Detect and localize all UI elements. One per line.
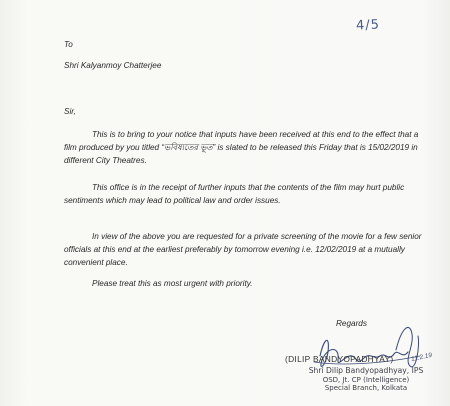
to-label: To <box>64 40 73 49</box>
salutation: Sir, <box>64 107 76 116</box>
body-paragraph-2: This office is in the receipt of further inputs that the contents of the film may hurt public sentiments which may lead to political law and order issues. <box>64 183 405 205</box>
stamp-office: Special Branch, Kolkata <box>324 384 408 392</box>
official-stamp <box>282 366 450 393</box>
body-paragraph-1: This is to bring to your notice that inputs have been received at this end to the effect that a film produced by you titled “ভবিষ্যতের ভূত” is slated to be released this Friday that is 15/02/2019 in different City Theatres. <box>64 130 419 165</box>
body-paragraph-3: In view of the above you are requested for a private screening of the movie for a few senior officials at this end at the earliest preferably by tomorrow evening i.e. 12/02/2019 at a mutually convenient place. <box>64 232 422 267</box>
closing-regards: Regards <box>336 319 367 328</box>
handwritten-date: 11.2.19 <box>410 351 433 364</box>
body-paragraph-4: Please treat this as most urgent with priority. <box>92 279 253 288</box>
stamp-designation: OSD, Jt. CP (Intelligence) <box>322 375 410 384</box>
signatory-name-caps: (DILIP BANDYOPADHYAY) <box>285 354 394 364</box>
stamp-name: Shri Dilip Bandyopadhyay, IPS <box>308 366 424 375</box>
recipient-name: Shri Kalyanmoy Chatterjee <box>64 61 162 70</box>
handwritten-page-number: 4/5 <box>355 17 381 34</box>
